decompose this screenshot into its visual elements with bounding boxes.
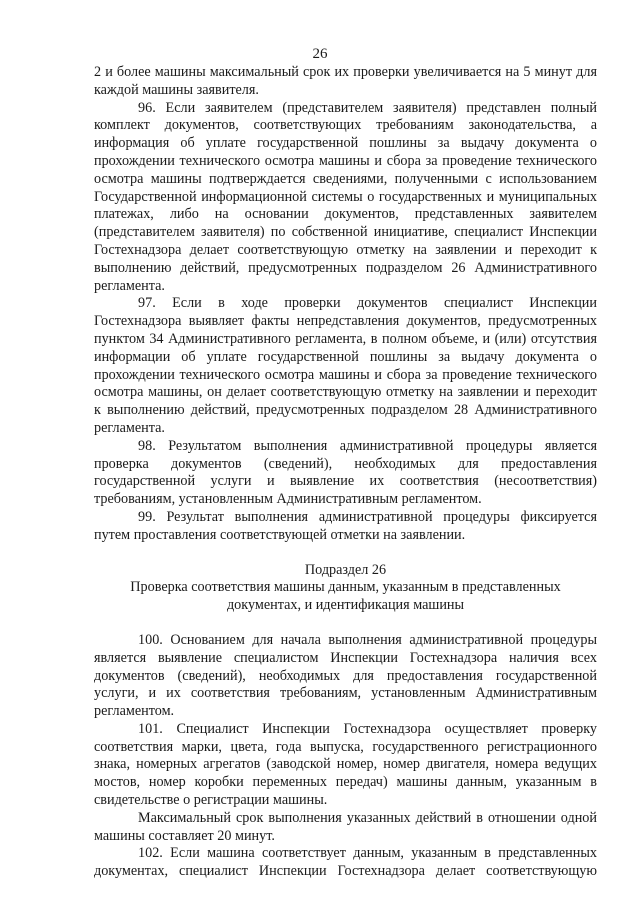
spacer [94, 545, 597, 562]
subsection-title-line-1: Проверка соответствия машины данным, указанным в представленных [130, 579, 561, 596]
spacer [94, 615, 597, 632]
paragraph-100: 100. Основанием для начала выполнения административной процедуры является выявление специалистом Инспекции Гостехнадзора наличия всех документов (сведений), необходимых для предоставления государственной услуги, и их соответствия требованиям, установленным Административным регламентом. [94, 631, 597, 720]
page-content [94, 64, 597, 881]
subsection-title-line-2: документах, и идентификация машины [226, 597, 465, 614]
paragraph-98: 98. Результатом выполнения административной процедуры является проверка документов (сведений), необходимых для предоставления государственной услуги и выявление их соответствия (несоответствия) требованиям, установленным Административным регламентом. [94, 437, 597, 508]
paragraph-102: 102. Если машина соответствует данным, указанным в представленных документах, специалист Инспекции Гостехнадзора делает соответствующую [94, 845, 597, 880]
paragraph-96: 96. Если заявителем (представителем заявителя) представлен полный комплект документов, соответствующих требованиям законодательства, а информация об уплате государственной пошлины за выдачу документа о прохождении технического осмотра машины и сбора за проведение технического осмотра машины подтверждается сведениями, полученными с использованием Государственной информационной системы о государственных и муниципальных платежах, либо на основании документов, представленных заявителем (представителем заявителя) по собственной инициативе, специалист Инспекции Гостехнадзора делает соответствующую отметку на заявлении и переходит к выполнению действий, предусмотренных подразделом 26 Административного регламента. [94, 99, 597, 294]
paragraph-99: 99. Результат выполнения административной процедуры фиксируется путем проставления соответствующей отметки на заявлении. [94, 508, 597, 543]
paragraph-max-time: Максимальный срок выполнения указанных действий в отношении одной машины составляет 20 минут. [94, 809, 597, 844]
page-number: 26 [312, 46, 328, 62]
paragraph-continuation: 2 и более машины максимальный срок их проверки увеличивается на 5 минут для каждой машины заявителя. [94, 64, 597, 98]
subsection-label: Подраздел 26 [304, 561, 387, 578]
paragraph-97: 97. Если в ходе проверки документов специалист Инспекции Гостехнадзора выявляет факты непредставления документов, предусмотренных пунктом 34 Административного регламента, в полном объеме, и (или) отсутствия информации об уплате государственной пошлины за выдачу документа о прохождении технического осмотра машины и сбора за проведение технического осмотра машины, он делает соответствующую отметку на заявлении и переходит к выполнению действий, предусмотренных подразделом 28 Административного регламента. [94, 295, 597, 436]
paragraph-101: 101. Специалист Инспекции Гостехнадзора осуществляет проверку соответствия марки, цвета, года выпуска, государственного регистрационного знака, номерных агрегатов (заводской номер, номер двигателя, номера ведущих мостов, номер коробки переменных передач) машины данным, указанным в свидетельстве о регистрации машины. [94, 720, 597, 809]
